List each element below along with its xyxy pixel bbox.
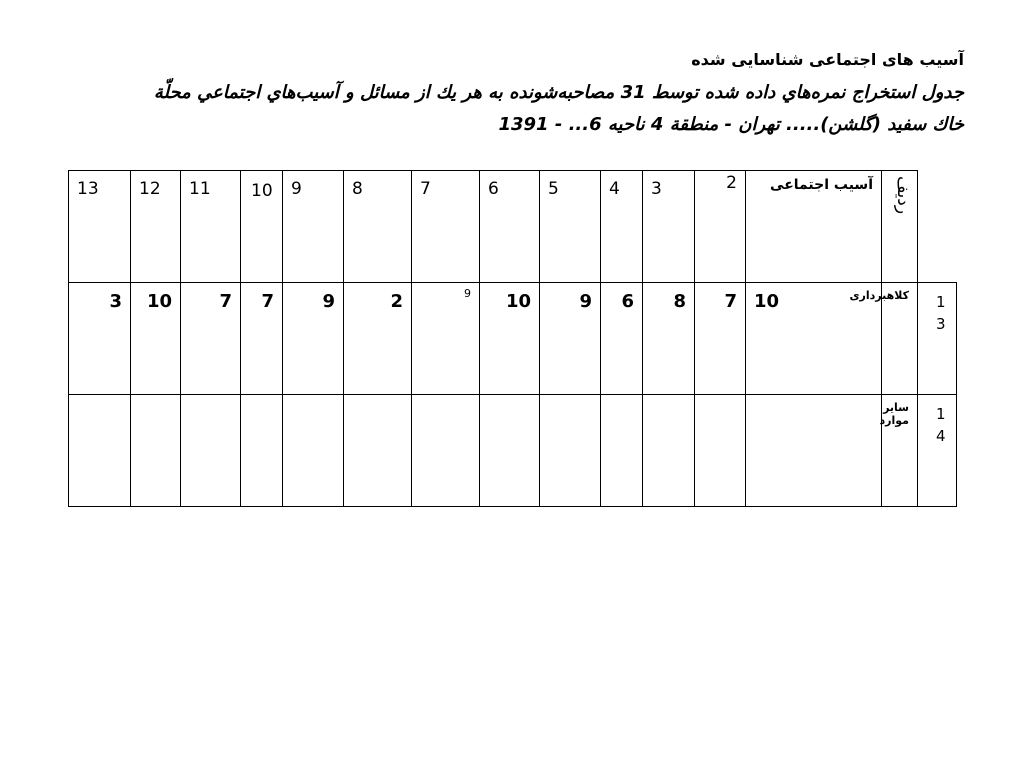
table-row <box>69 283 957 395</box>
row-13-col-7: 9 <box>412 283 480 395</box>
row-14-col-12 <box>131 395 181 507</box>
header-col-11: 11 <box>181 171 241 283</box>
header-col-7: 7 <box>412 171 480 283</box>
header-col-12: 12 <box>131 171 181 283</box>
header-col-2: 2 <box>695 171 746 283</box>
row-13-col-12: 10 <box>131 283 181 395</box>
social-harms-table <box>68 170 957 507</box>
header-col-10: 10 <box>241 171 283 283</box>
header-col-13: 13 <box>69 171 131 283</box>
table-header-row <box>69 171 957 283</box>
table-row <box>69 395 957 507</box>
row-13-col-4: 6 <box>601 283 643 395</box>
row-14-col-6 <box>480 395 540 507</box>
row-14-col-1 <box>746 395 882 507</box>
row-14-col-8 <box>344 395 412 507</box>
radif-label: رديف <box>893 175 914 215</box>
row-14-col-11 <box>181 395 241 507</box>
row-14-col-3 <box>643 395 695 507</box>
row-14-col-10 <box>241 395 283 507</box>
row-13-col-1: 10 <box>746 283 882 395</box>
row-14-col-5 <box>540 395 601 507</box>
header-label-column: آسیب اجتماعی <box>746 171 882 283</box>
header-radif-column <box>882 171 918 283</box>
row-13-col-8: 2 <box>344 283 412 395</box>
row-14-col-7 <box>412 395 480 507</box>
header-col-9: 9 <box>283 171 344 283</box>
header-col-3: 3 <box>643 171 695 283</box>
row-14-col-9 <box>283 395 344 507</box>
row-14-col-2 <box>695 395 746 507</box>
row-13-col-5: 9 <box>540 283 601 395</box>
table-caption-line-1: جدول استخراج نمره‌هاي داده شده توسط 31 مصاحبه‌شونده به هر يك از مسائل و آسيب‌هاي اجتماعي محلّة <box>153 82 964 103</box>
row-13-col-2: 7 <box>695 283 746 395</box>
header-col-5: 5 <box>540 171 601 283</box>
row-14-col-4 <box>601 395 643 507</box>
row-14-number: 14 <box>918 395 957 507</box>
row-13-col-9: 9 <box>283 283 344 395</box>
row-13-col-13: 3 <box>69 283 131 395</box>
row-13-col-3: 8 <box>643 283 695 395</box>
header-col-8: 8 <box>344 171 412 283</box>
page-title: آسیب های اجتماعی شناسایی شده <box>691 50 964 69</box>
header-col-4: 4 <box>601 171 643 283</box>
header-col-6: 6 <box>480 171 540 283</box>
row-13-col-6: 10 <box>480 283 540 395</box>
table-caption-line-2: خاك سفيد (گلشن)..... تهران - منطقة 4 ناحيه 6... - 1391 <box>498 114 964 135</box>
row-13-number: 13 <box>918 283 957 395</box>
row-14-col-13 <box>69 395 131 507</box>
row-14-label: سایر موارد <box>882 395 918 507</box>
row-13-col-10: 7 <box>241 283 283 395</box>
row-13-label: کلاهبرداری <box>882 283 918 395</box>
row-13-col-11: 7 <box>181 283 241 395</box>
